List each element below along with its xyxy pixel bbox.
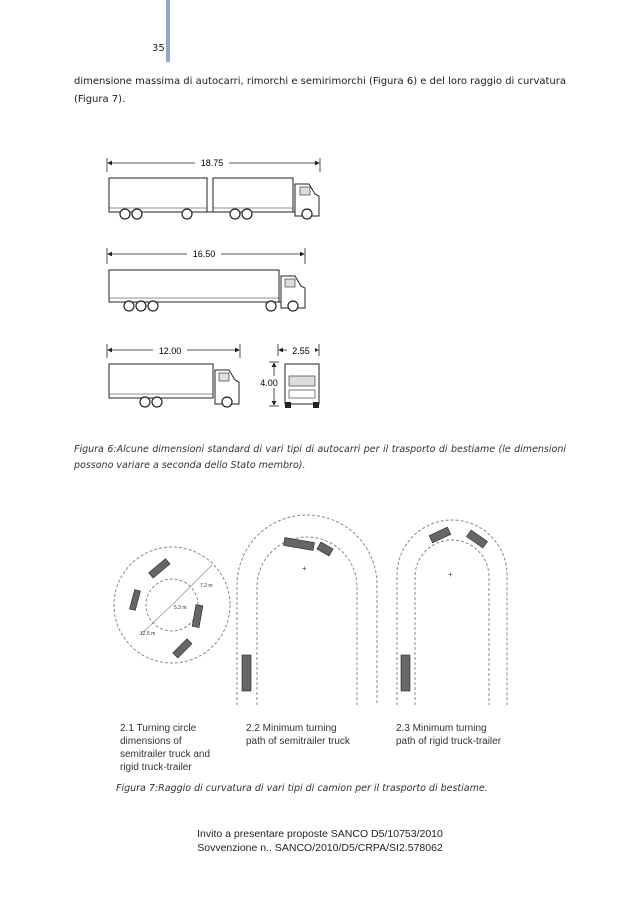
- dim-width: 2.55: [292, 346, 310, 356]
- radius-gap-label: 7.2 m: [200, 583, 213, 589]
- figure-6-truck-dimensions: [95, 150, 335, 420]
- svg-text:+: +: [302, 564, 307, 573]
- svg-text:+: +: [448, 570, 453, 579]
- figure-6-caption: Figura 6:Alcune dimensioni standard di vari tipi di autocarri per il trasporto di bestiame (le dimensioni possono variare a seconda dello Stato membro).: [74, 444, 566, 471]
- rigid-truck-drawing: [107, 344, 240, 407]
- semitrailer-turning-path: [237, 515, 377, 705]
- radius-outer-label: 12.5 m: [140, 631, 156, 637]
- panel-3-title: 2.3 Minimum turning path of rigid truck-trailer: [396, 723, 502, 747]
- dim-length-3: 12.00: [158, 346, 182, 356]
- intro-paragraph: dimensione massima di autocarri, rimorchi e semirimorchi (Figura 6) e del loro raggio di curvatura (Figura 7).: [74, 76, 566, 105]
- panel-1-title: 2.1 Turning circle dimensions of semitrailer truck and rigid truck-trailer: [120, 723, 211, 773]
- semitrailer-drawing: [107, 247, 305, 311]
- figure-7-caption: Figura 7:Raggio di curvatura di vari tipi di camion per il trasporto di bestiame.: [116, 783, 488, 794]
- footer-line-1: Invito a presentare proposte SANCO D5/10753/2010: [197, 828, 443, 840]
- footer-line-2: Sovvenzione n.. SANCO/2010/D5/CRPA/SI2.578062: [197, 842, 443, 854]
- radius-inner-label: 5.3 m: [174, 605, 187, 611]
- page-number: 35: [152, 43, 165, 54]
- truck-front-view: [258, 344, 319, 408]
- figure-7-turning-radius: [112, 505, 532, 705]
- dim-length-2: 16.50: [192, 249, 216, 259]
- turning-circle-diagram: [114, 547, 230, 663]
- dim-length-1: 18.75: [200, 158, 224, 168]
- truck-trailer-drawing: [107, 156, 320, 219]
- rigid-truck-trailer-turning-path: [397, 520, 507, 705]
- header-accent-rule: [166, 0, 170, 62]
- footer: [150, 827, 490, 855]
- dim-height: 4.00: [260, 378, 278, 388]
- panel-2-title: 2.2 Minimum turning path of semitrailer truck: [246, 723, 350, 747]
